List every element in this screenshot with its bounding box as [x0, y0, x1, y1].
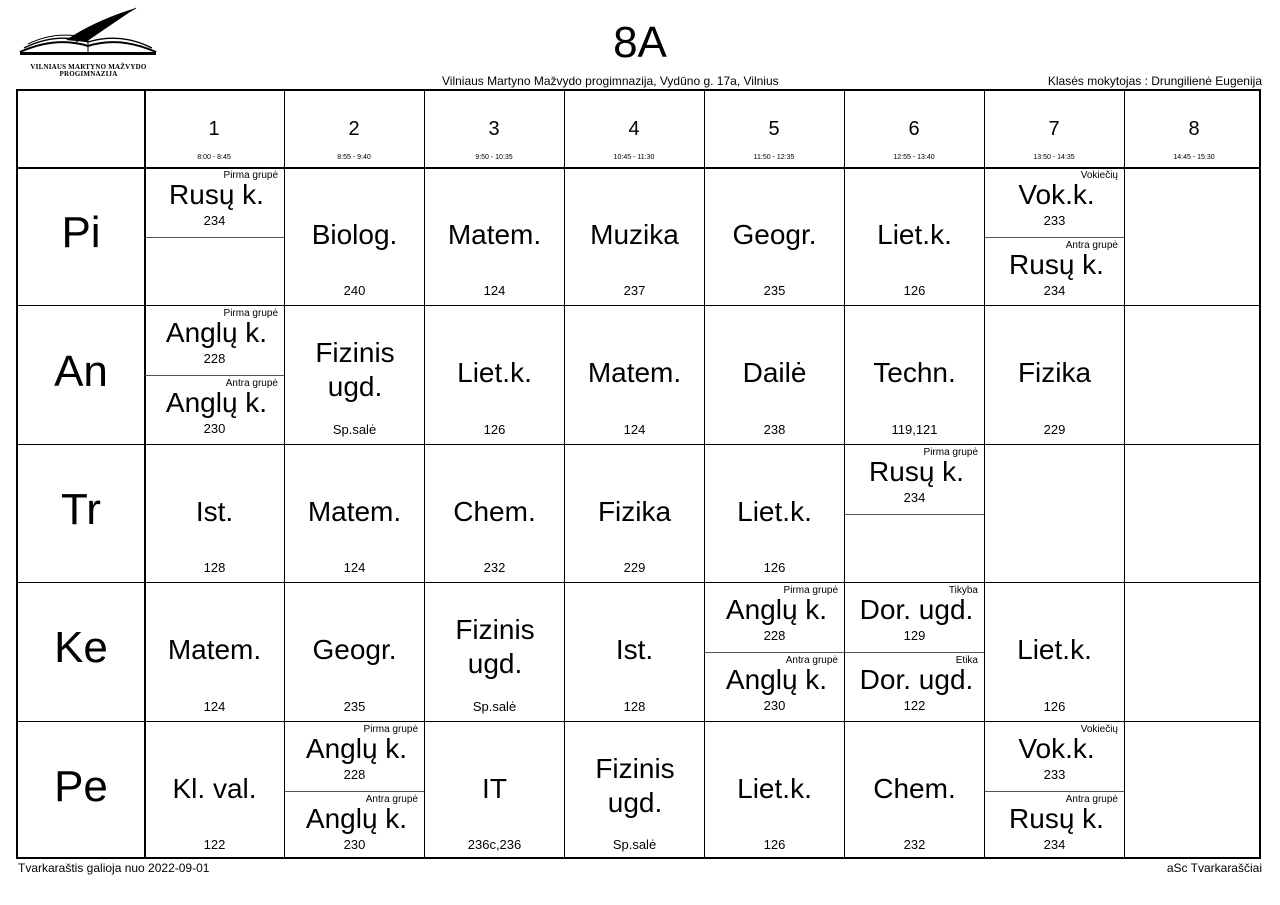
group-label: Vokiečių [1080, 170, 1118, 181]
room-number: 229 [623, 560, 646, 576]
period-time: 14:45 - 15:30 [1173, 154, 1215, 161]
lesson-half-bottom[interactable] [985, 237, 1124, 305]
subject-name: Rusų k. [1009, 802, 1104, 834]
period-column-divider [1124, 91, 1125, 857]
lesson-cell[interactable] [285, 445, 424, 582]
subject-name: Matem. [167, 634, 262, 666]
room-number: 232 [903, 836, 926, 852]
lesson-half-top[interactable] [705, 583, 844, 652]
day-label: Ke [54, 623, 108, 673]
group-label: Pirma grupė [783, 585, 838, 597]
room-number: 126 [1043, 698, 1066, 714]
room-number: 228 [343, 766, 366, 782]
room-number: 119,121 [891, 421, 938, 437]
group-label: Antra grupė [225, 378, 278, 390]
lesson-cell[interactable] [285, 722, 424, 859]
subject-name: Dor. ugd. [859, 664, 974, 696]
room-number: 126 [763, 836, 786, 852]
period-time: 12:55 - 13:40 [893, 154, 935, 161]
period-header [704, 91, 844, 167]
subject-name: Anglų k. [165, 387, 268, 419]
group-label: Vokiečių [1080, 723, 1118, 735]
lesson-cell[interactable] [145, 722, 284, 859]
lesson-cell[interactable] [845, 583, 984, 720]
lesson-cell[interactable] [425, 583, 564, 720]
lesson-cell[interactable] [145, 445, 284, 582]
period-time: 8:00 - 8:45 [197, 154, 231, 161]
lesson-half-bottom[interactable] [285, 791, 424, 859]
period-number: 3 [488, 118, 500, 140]
room-number: 229 [1043, 421, 1066, 437]
room-number: 238 [763, 421, 786, 437]
lesson-cell[interactable] [845, 722, 984, 859]
subject-name: Geogr. [312, 634, 397, 666]
lesson-cell[interactable] [705, 306, 844, 443]
subject-name: Dor. ugd. [859, 594, 974, 626]
day-label: Tr [61, 485, 101, 534]
timetable-grid [16, 89, 1261, 859]
day-label: An [54, 346, 108, 396]
class-title: 8A [613, 18, 667, 67]
lesson-cell[interactable] [705, 445, 844, 582]
group-label: Antra grupė [1065, 793, 1118, 805]
group-label: Pirma grupė [363, 723, 418, 735]
subject-name: Anglų k. [305, 732, 408, 764]
lesson-cell[interactable] [425, 168, 564, 305]
subject-name: Fizika [1017, 357, 1092, 389]
room-number: 124 [483, 283, 506, 299]
lesson-cell[interactable] [845, 306, 984, 443]
subject-name: Fizinis ugd. [595, 752, 675, 818]
logo-text-line2: PROGIMNAZIJA [59, 70, 118, 78]
lesson-cell[interactable] [565, 583, 704, 720]
lesson-cell[interactable] [145, 583, 284, 720]
lesson-half-top[interactable] [285, 722, 424, 791]
period-time: 9:50 - 10:35 [475, 154, 513, 161]
room-number: 122 [903, 698, 926, 714]
lesson-cell[interactable] [565, 306, 704, 443]
period-number: 6 [908, 118, 920, 140]
lesson-cell[interactable] [425, 306, 564, 443]
room-number: 129 [903, 628, 926, 644]
subject-name: IT [482, 772, 507, 804]
subject-name: Chem. [873, 772, 956, 804]
lesson-cell[interactable] [565, 445, 704, 582]
room-number: 235 [343, 698, 366, 714]
lesson-half-bottom[interactable] [705, 652, 844, 720]
period-header [1124, 91, 1264, 167]
room-number: Sp.salė [332, 421, 377, 437]
subject-name: Ist. [615, 634, 654, 666]
period-time: 10:45 - 11:30 [613, 154, 655, 161]
subject-name: Vok.k. [1018, 179, 1095, 210]
period-number: 8 [1188, 118, 1200, 140]
room-number: Sp.salė [472, 698, 517, 714]
lesson-cell[interactable] [425, 445, 564, 582]
period-number: 2 [348, 118, 360, 140]
lesson-cell[interactable] [845, 168, 984, 305]
subject-name: Rusų k. [1009, 249, 1104, 280]
subject-name: Matem. [307, 495, 402, 527]
period-header [564, 91, 704, 167]
lesson-cell[interactable] [565, 722, 704, 859]
logo-text-line1: VILNIAUS MARTYNO MAŽVYDO [30, 63, 147, 71]
room-number: 228 [763, 628, 786, 644]
subject-name: Rusų k. [169, 179, 264, 210]
subject-name: Fizinis ugd. [315, 337, 395, 403]
lesson-cell[interactable] [145, 168, 284, 305]
room-number: 232 [483, 560, 506, 576]
lesson-cell[interactable] [565, 168, 704, 305]
subject-name: Techn. [873, 357, 956, 389]
room-number: 230 [343, 836, 366, 852]
room-number: 240 [343, 283, 366, 299]
room-number: 126 [903, 283, 926, 299]
valid-from-note: Tvarkaraštis galioja nuo 2022-09-01 [18, 861, 210, 875]
subject-name: Anglų k. [305, 802, 408, 834]
class-teacher: Klasės mokytojas : Drungilienė Eugenija [1047, 74, 1262, 88]
room-number: 235 [763, 283, 786, 299]
period-number: 7 [1048, 118, 1060, 140]
subject-name: Geogr. [732, 219, 817, 250]
subject-name: Dailė [742, 357, 807, 389]
generator-credit: aSc Tvarkaraščiai [1166, 861, 1262, 875]
subject-name: Anglų k. [725, 664, 828, 696]
lesson-cell[interactable] [985, 722, 1124, 859]
lesson-half-top[interactable] [985, 168, 1124, 237]
period-header [424, 91, 564, 167]
lesson-half-top[interactable] [145, 168, 284, 237]
room-number: Sp.salė [612, 836, 657, 852]
room-number: 124 [343, 560, 366, 576]
lesson-cell[interactable] [985, 306, 1124, 443]
lesson-half-bottom [145, 237, 284, 305]
lesson-half-bottom[interactable] [845, 652, 984, 720]
lesson-cell[interactable] [705, 722, 844, 859]
lesson-half-top[interactable] [145, 306, 284, 375]
lesson-half-bottom [845, 514, 984, 582]
room-number: 233 [1043, 213, 1066, 228]
room-number: 124 [623, 421, 646, 437]
lesson-cell[interactable] [705, 168, 844, 305]
subject-name: Biolog. [311, 219, 398, 250]
lesson-cell[interactable] [145, 306, 284, 443]
subject-name: Matem. [587, 357, 682, 389]
lesson-cell[interactable] [285, 583, 424, 720]
room-number: 234 [1043, 283, 1066, 298]
lesson-cell[interactable] [285, 168, 424, 305]
period-time: 8:55 - 9:40 [337, 154, 371, 161]
subject-name: Anglų k. [165, 317, 268, 349]
lesson-cell[interactable] [425, 722, 564, 859]
lesson-cell[interactable] [705, 583, 844, 720]
room-number: 236c,236 [467, 836, 522, 852]
period-number: 4 [628, 118, 640, 140]
subject-name: Anglų k. [725, 594, 828, 626]
lesson-cell[interactable] [285, 306, 424, 443]
room-number: 122 [203, 836, 226, 852]
day-label: Pe [54, 761, 108, 811]
room-number: 128 [203, 560, 226, 576]
room-number: 233 [1043, 766, 1066, 782]
subject-name: Liet.k. [737, 772, 812, 804]
group-label: Antra grupė [1065, 240, 1118, 251]
period-header [984, 91, 1124, 167]
group-label: Tikyba [948, 585, 978, 597]
period-time: 11:50 - 12:35 [753, 154, 795, 161]
subject-name: Liet.k. [877, 219, 952, 250]
room-number: 230 [203, 421, 226, 437]
period-header [284, 91, 424, 167]
room-number: 234 [203, 213, 226, 228]
lesson-cell[interactable] [985, 583, 1124, 720]
period-number: 1 [208, 118, 220, 140]
room-number: 237 [623, 283, 646, 299]
room-number: 126 [763, 560, 786, 576]
subject-name: Fizinis ugd. [455, 614, 535, 680]
lesson-half-top[interactable] [985, 722, 1124, 791]
period-time: 13:50 - 14:35 [1033, 154, 1075, 161]
day-label: Pi [61, 208, 101, 258]
subject-name: Liet.k. [737, 495, 812, 527]
subject-name: Muzika [590, 219, 679, 250]
subject-name: Liet.k. [457, 357, 532, 389]
room-number: 234 [903, 489, 926, 505]
subject-name: Rusų k. [869, 455, 964, 487]
lesson-cell[interactable] [845, 445, 984, 582]
group-label: Etika [955, 655, 978, 667]
school-address: Vilniaus Martyno Mažvydo progimnazija, Vydūno g. 17a, Vilnius [442, 74, 779, 88]
subject-name: Ist. [195, 495, 234, 527]
subject-name: Vok.k. [1018, 732, 1095, 764]
group-label: Antra grupė [365, 793, 418, 805]
room-number: 128 [623, 698, 646, 714]
group-label: Pirma grupė [923, 446, 978, 458]
subject-name: Matem. [447, 219, 542, 250]
lesson-half-top[interactable] [845, 583, 984, 652]
room-number: 126 [483, 421, 506, 437]
period-header [844, 91, 984, 167]
room-number: 124 [203, 698, 226, 714]
group-label: Pirma grupė [223, 308, 278, 320]
group-label: Pirma grupė [223, 170, 278, 181]
room-number: 234 [1043, 836, 1066, 852]
lesson-cell[interactable] [985, 168, 1124, 305]
subject-name: Kl. val. [172, 772, 257, 804]
room-number: 228 [203, 351, 226, 367]
period-number: 5 [768, 118, 780, 140]
group-label: Antra grupė [785, 655, 838, 667]
period-header [144, 91, 284, 167]
lesson-half-bottom[interactable] [145, 375, 284, 443]
subject-name: Fizika [597, 495, 672, 527]
subject-name: Liet.k. [1017, 634, 1092, 666]
lesson-half-bottom[interactable] [985, 791, 1124, 859]
subject-name: Chem. [453, 495, 536, 527]
lesson-half-top[interactable] [845, 445, 984, 514]
room-number: 230 [763, 698, 786, 714]
